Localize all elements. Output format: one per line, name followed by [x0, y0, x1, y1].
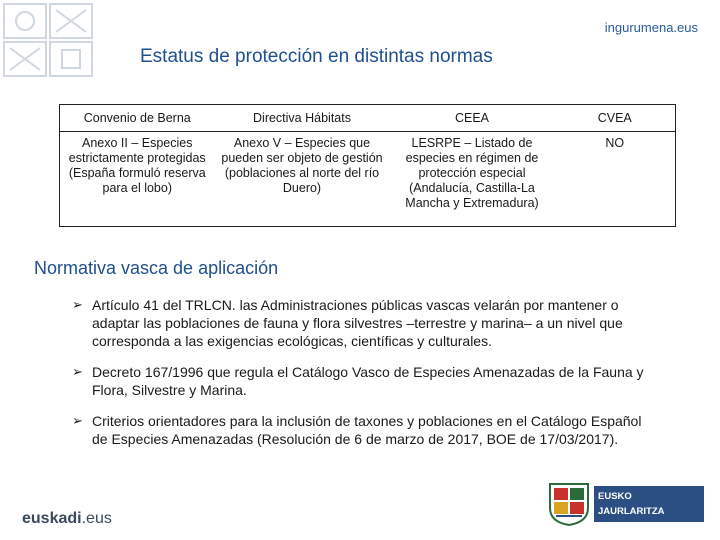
regulation-list — [72, 296, 652, 461]
slide-title: Estatus de protección en distintas normas — [140, 46, 493, 67]
government-name-basque: EUSKO JAURLARITZA — [598, 491, 665, 517]
list-item — [72, 363, 652, 399]
euskadi-logo[interactable] — [22, 510, 112, 528]
basque-government-logo — [546, 482, 706, 532]
cell-convenio-berna: Anexo II – Especies estrictamente protegidas (España formuló reserva para el lobo) — [68, 136, 206, 195]
cell-ceea: LESRPE – Listado de especies en régimen de protección especial (Andalucía, Castilla-La Mancha y Extremadura) — [405, 136, 539, 210]
euskadi-logo-tld: .eus — [81, 510, 112, 527]
cell-directiva-habitats: Anexo V – Especies que pueden ser objeto de gestión (poblaciones al norte del río Duero) — [221, 136, 383, 195]
basque-crest-icon — [0, 0, 100, 80]
list-item — [72, 296, 652, 350]
header-directiva-habitats: Directiva Hábitats — [215, 105, 390, 132]
table-header-row — [60, 105, 676, 132]
list-item — [72, 412, 652, 448]
site-url: ingurumena.eus — [604, 20, 698, 35]
list-item-text: Decreto 167/1996 que regula el Catálogo Vasco de Especies Amenazadas de la Fauna y Flora, Silvestre y Marina. — [92, 364, 644, 398]
header-convenio-berna: Convenio de Berna — [60, 105, 215, 132]
header-ceea: CEEA — [390, 105, 555, 132]
government-shield-icon — [546, 482, 592, 526]
government-name-spanish: GOBIERNO VASCO — [598, 521, 686, 532]
table-row — [60, 132, 676, 227]
arrow-bullet-icon: ➢ — [72, 413, 83, 428]
header-cvea: CVEA — [555, 105, 676, 132]
arrow-bullet-icon: ➢ — [72, 364, 83, 379]
list-item-text: Artículo 41 del TRLCN. las Administraciones públicas vascas velarán por mantener o adaptar las poblaciones de fauna y flora silvestres –terrestre y marina– a un nivel que corresponda a las exigencias ecológicas, científicas y culturales. — [92, 297, 623, 349]
euskadi-logo-name: euskadi — [22, 510, 82, 527]
arrow-bullet-icon: ➢ — [72, 297, 83, 312]
list-item-text: Criterios orientadores para la inclusión de taxones y poblaciones en el Catálogo Español de Especies Amenazadas (Resolución de 6 de marzo de 2017, BOE de 17/03/2017). — [92, 413, 642, 447]
cell-cvea: NO — [605, 136, 625, 150]
section-title: Normativa vasca de aplicación — [34, 258, 279, 278]
government-name — [594, 486, 704, 532]
protection-status-table — [59, 104, 676, 227]
